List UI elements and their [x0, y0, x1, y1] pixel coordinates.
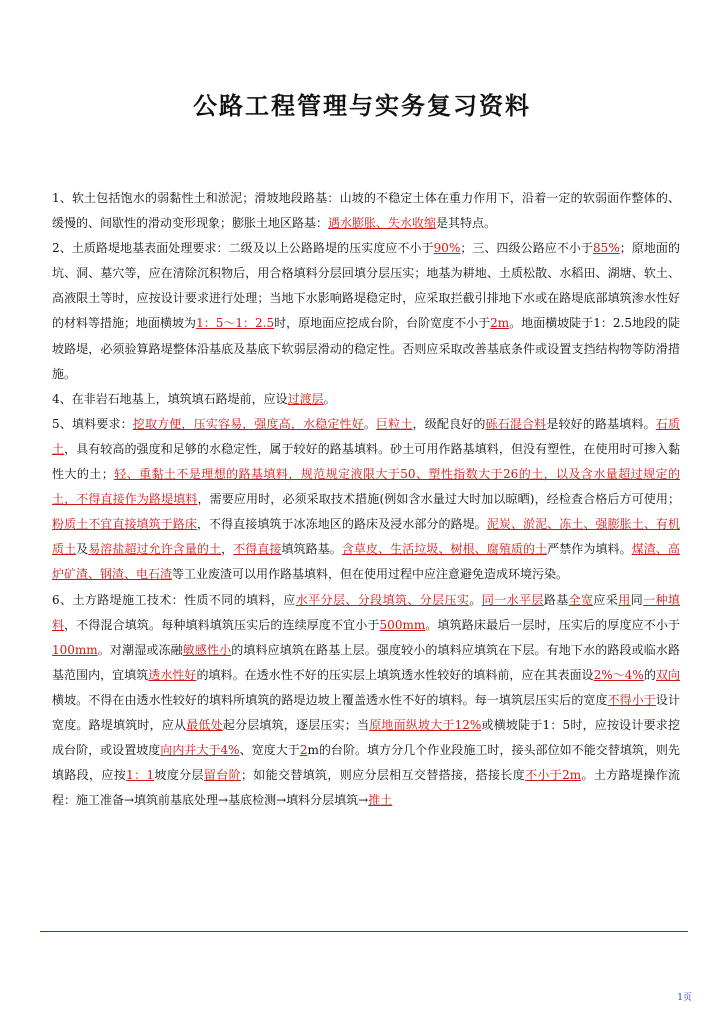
body-text: ；原地面的坑、洞、墓穴等，应在清除沉积物后，用合格填料分层回填分层压实；地基为耕地、土质松散、水稻田、湖塘、软土、高液限土等时，应按设计要求进行处理；当地下水影响路堤稳定时，应采取拦截引排地下水或在路堤底部填筑渗水性好的材料等措施；地面横坡为 [52, 241, 680, 331]
page-title: 公路工程管理与实务复习资料 [193, 92, 531, 120]
body-text: 横坡。不得在由透水性较好的填料所填筑的路堤边坡上覆盖透水性不好的填料。每一填筑层压实后的宽度 [52, 692, 608, 707]
highlighted-text: 留台阶 [203, 768, 241, 783]
body-text: 路基 [543, 592, 569, 607]
highlighted-text: 2%～4% [593, 667, 644, 682]
body-text: 是较好的路基填料。 [546, 416, 656, 431]
highlighted-text: 不得直接 [233, 542, 282, 557]
highlighted-text: 一种填料 [52, 592, 680, 632]
body-text: 时，原地面应挖成台阶，台阶宽度不小于 [274, 316, 491, 331]
body-text: 的填料应填筑在路基上层。强度较小的填料应填筑在下层。有地下水的路段或临水路基范围内，宜填筑 [52, 642, 680, 682]
highlighted-text: 过渡层 [287, 391, 324, 406]
paragraph [52, 387, 680, 412]
body-text: 。 [363, 416, 377, 431]
highlighted-text: 推土 [368, 793, 393, 808]
body-text: 。填筑路床最后一层时，压实后的厚度应不小于 [425, 617, 680, 632]
highlighted-text: 最低处 [186, 717, 223, 732]
highlighted-text: 泥炭、淤泥、冻土、强膨胀土、有机质土 [52, 517, 680, 557]
highlighted-text: 透水性好 [148, 667, 197, 682]
body-text: ；如能交替填筑，则应分层相互交替搭接，搭接长度 [240, 768, 526, 783]
body-text: ；三、四级公路应不小于 [460, 241, 594, 256]
highlighted-text: 85% [593, 241, 620, 256]
body-text: 及 [76, 542, 89, 557]
highlighted-text: 2 [299, 743, 308, 758]
body-text: 同 [630, 592, 644, 607]
document-body [52, 186, 680, 813]
body-text: 。 [469, 592, 482, 607]
body-text: ，具有较高的强度和足够的水稳定性，属于较好的路基填料。砂土可用作路基填料，但没有塑性，在使用时可掺入黏性大的土； [52, 441, 680, 482]
highlighted-text: 挖取方便，压实容易，强度高，水稳定性好 [132, 416, 364, 431]
highlighted-text: 遇水膨胀、失水收缩 [328, 216, 437, 231]
highlighted-text: 原地面纵坡大于12% [369, 717, 482, 732]
body-text: 填筑路基。 [281, 542, 342, 557]
body-text: 起分层填筑，逐层压实；当 [222, 717, 370, 732]
highlighted-text: 易溶盐超过允许含量的土 [88, 542, 222, 557]
body-text: 设计宽度。路堤填筑时，应从 [52, 692, 680, 732]
body-text: 6、土方路堤施工技术：性质不同的填料，应 [52, 592, 296, 607]
body-text: 。土方路堤操作流程：施工准备→填筑前基底处理→基底检测→填料分层填筑→ [52, 768, 680, 808]
highlighted-text: 不得小于 [607, 692, 656, 707]
body-text: 等工业废渣可以用作路基填料，但在使用过程中应注意避免造成环境污染。 [172, 567, 569, 582]
body-text: 。对潮湿或冻融 [97, 642, 183, 657]
highlighted-text: 500mm [379, 617, 426, 632]
body-text: 坡度分层 [154, 768, 204, 783]
paragraph [52, 588, 680, 814]
body-text: 5、填料要求： [52, 416, 133, 431]
page-number: 1页 [677, 993, 692, 1003]
highlighted-text: 用 [618, 592, 631, 607]
highlighted-text: 不小于2m [525, 768, 582, 783]
highlighted-text: 2m [490, 316, 510, 331]
body-text: m的台阶。填方分几个作业段施工时，接头部位如不能交替填筑，则先填路段，应按 [52, 743, 680, 783]
highlighted-text: 90% [433, 241, 461, 256]
body-text: 或横坡陡于1：5时，应按设计要求挖成台阶，或设置坡度 [52, 717, 680, 758]
highlighted-text: 100mm [52, 642, 98, 657]
body-text: 应采 [593, 592, 619, 607]
highlighted-text: 向内并大于4% [160, 743, 240, 758]
paragraph [52, 186, 680, 236]
body-text: 严禁作为填料。 [547, 542, 632, 557]
body-text: 。 [323, 391, 336, 406]
paragraph [52, 236, 680, 387]
highlighted-text: 敏感性小 [182, 642, 232, 657]
body-text: 1、软土包括饱水的弱黏性土和淤泥；滑坡地段路基：山坡的不稳定土体在重力作用下，沿着一定的软弱面作整体的、缓慢的、间歇性的滑动变形现象；膨胀土地区路基： [52, 191, 680, 231]
body-text: 、宽度大于 [239, 743, 300, 758]
highlighted-text: 石质土 [52, 416, 680, 456]
highlighted-text: 同一水平层 [481, 592, 544, 607]
highlighted-text: 轻、重黏土不是理想的路基填料，规范规定液限大于50、塑性指数大于26的土，以及含水量超过规定的土，不得直接作为路堤填料 [52, 467, 680, 507]
body-text: 2、土质路堤地基表面处理要求：二级及以上公路路堤的压实度应不小于 [52, 241, 434, 256]
footer-divider [40, 931, 688, 932]
highlighted-text: 全宽 [568, 592, 594, 607]
body-text: ，需要应用时，必须采取技术措施(例如含水量过大时加以晾晒)，经检查合格后方可使用； [197, 492, 680, 507]
body-text: 4、在非岩石地基上，填筑填石路堤前，应设 [52, 391, 288, 406]
paragraph [52, 412, 680, 588]
body-text: ， [221, 542, 234, 557]
body-text: 的 [643, 667, 656, 682]
highlighted-text: 水平分层、分段填筑、分层压实 [295, 592, 470, 607]
body-text: 是其特点。 [436, 216, 497, 231]
body-text: ，不得混合填筑。每种填料填筑压实后的连续厚度不宜小于 [64, 617, 380, 632]
highlighted-text: 巨粒土 [376, 416, 413, 431]
highlighted-text: 粉质土不宜直接填筑于路床 [52, 517, 197, 532]
body-text: 。地面横坡陡于1：2.5地段的陡坡路堤，必须验算路堤整体沿基底及基底下软弱层滑动的稳定性。否则应采取改善基底条件或设置支挡结构物等防滑措施。 [52, 316, 680, 381]
highlighted-text: 双向 [655, 667, 680, 682]
body-text: 的填料。在透水性不好的压实层上填筑透水性较好的填料前，应在其表面设 [196, 667, 594, 682]
highlighted-text: 1：5～1：2.5 [196, 316, 275, 331]
body-text: ，级配良好的 [412, 416, 486, 431]
highlighted-text: 1：1 [126, 768, 155, 783]
highlighted-text: 含草皮、生活垃圾、树根、腐殖质的土 [341, 542, 548, 557]
highlighted-text: 煤渣、高炉矿渣、钢渣、电石渣 [52, 542, 680, 582]
body-text: ，不得直接填筑于冰冻地区的路床及浸水部分的路堤。 [196, 517, 487, 532]
highlighted-text: 砾石混合料 [485, 416, 547, 431]
